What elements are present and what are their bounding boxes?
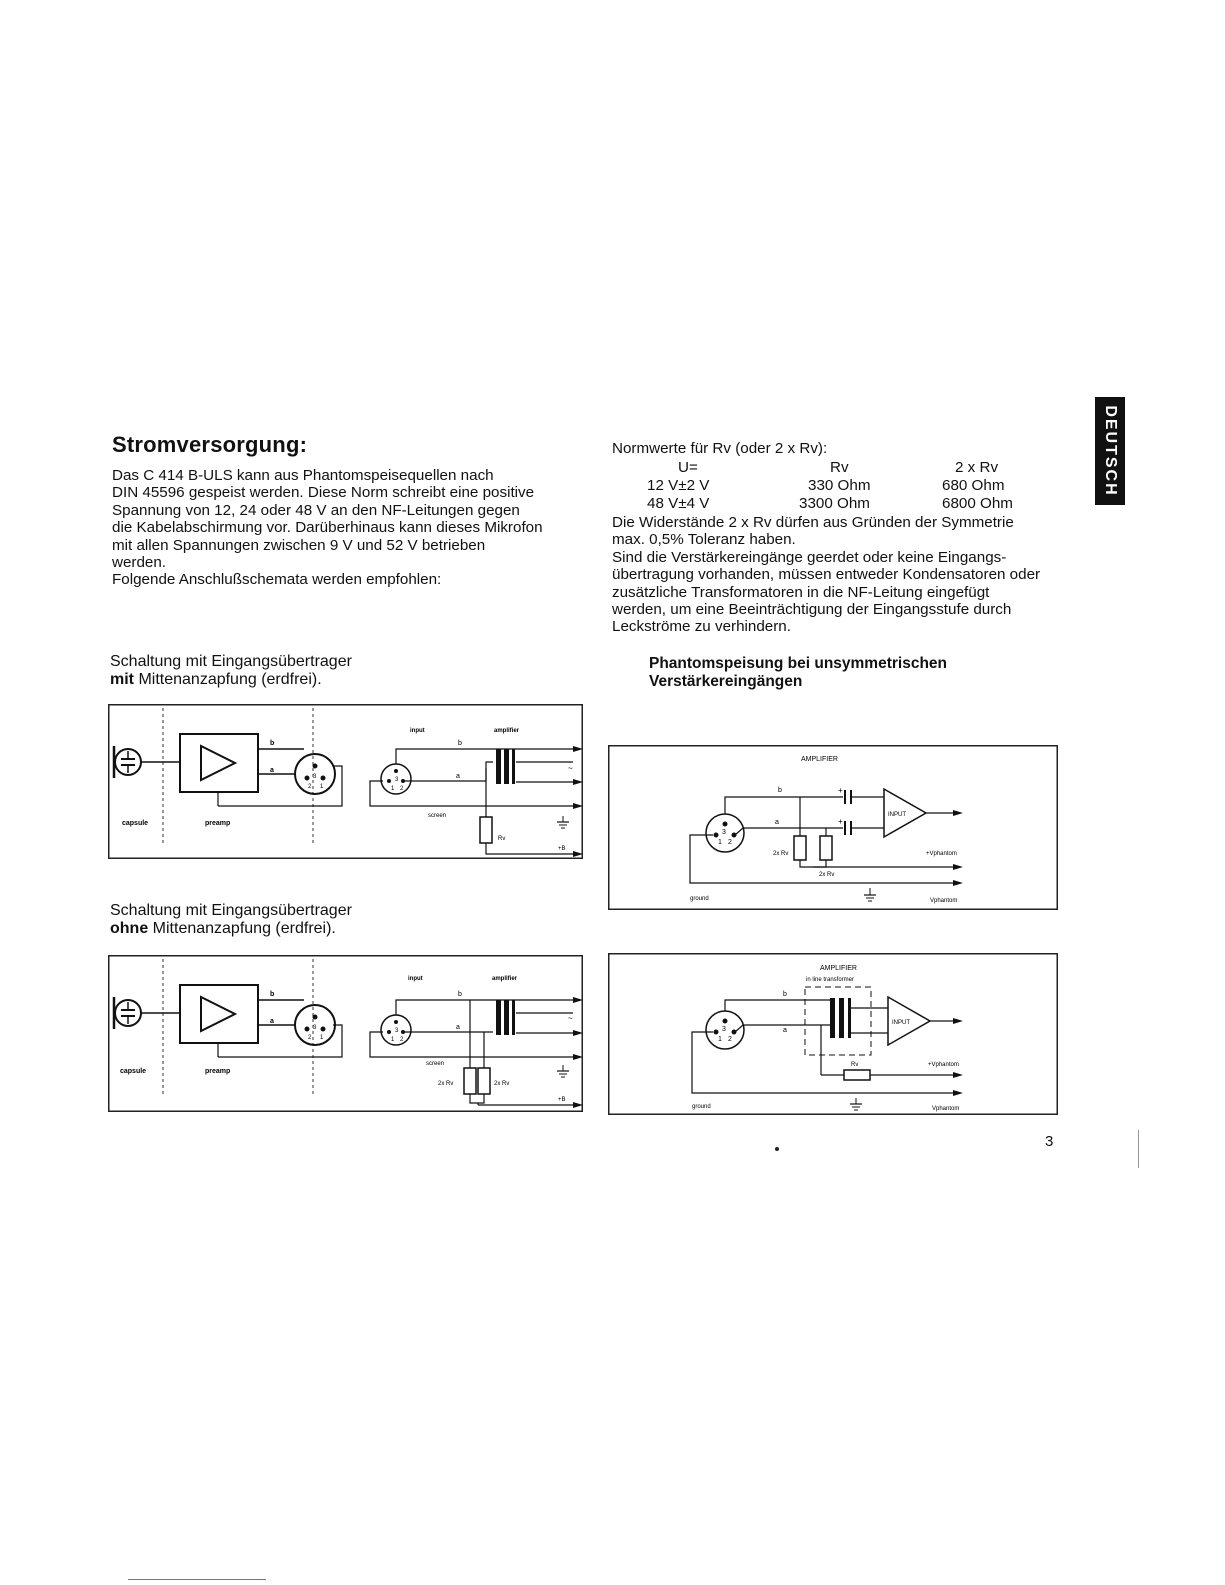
- svg-text:Rv: Rv: [851, 1062, 859, 1068]
- norm-line: werden, um eine Beeinträchtigung der Eingangsstufe durch: [612, 601, 1012, 619]
- schaltung1-bold: mit: [110, 671, 134, 688]
- svg-text:+: +: [838, 817, 843, 826]
- resistor-2rv: [464, 1068, 476, 1094]
- norm-line: Sind die Verstärkereingänge geerdet oder keine Eingangs-: [612, 548, 1007, 566]
- svg-text:2: 2: [308, 1035, 312, 1041]
- svg-text:2x Rv: 2x Rv: [773, 851, 789, 857]
- page-edge-mark: [1138, 1130, 1139, 1168]
- norm-header-row: [612, 459, 1052, 477]
- intro-line: die Kabelabschirmung vor. Darüberhinaus kann dieses Mikrofon: [112, 519, 543, 537]
- svg-text:1: 1: [718, 1036, 722, 1043]
- label-screen: screen: [428, 813, 447, 819]
- intro-line: mit allen Spannungen zwischen 9 V und 52 V betrieben: [112, 536, 486, 554]
- svg-text:ground: ground: [692, 1104, 711, 1110]
- svg-text:+B: +B: [558, 1097, 566, 1103]
- svg-text:a: a: [783, 1027, 787, 1034]
- norm-row: [612, 495, 1052, 513]
- dot-mark: [775, 1147, 779, 1151]
- diagram-without-center-tap: [108, 955, 583, 1112]
- norm-cell: 3300 Ohm: [799, 495, 870, 512]
- label-preamp: preamp: [205, 1068, 231, 1075]
- svg-text:1: 1: [391, 1037, 395, 1043]
- label-b: b: [270, 740, 275, 747]
- svg-text:2: 2: [400, 786, 404, 792]
- label-amplifier: amplifier: [494, 728, 520, 734]
- svg-text:+Vphantom: +Vphantom: [928, 1062, 959, 1068]
- footer-link-line: [128, 1579, 266, 1580]
- transformer-core: [496, 749, 501, 784]
- transformer-core: [496, 1000, 501, 1035]
- transformer-core: [830, 998, 835, 1038]
- norm-cell: 330 Ohm: [808, 477, 871, 494]
- label-in-line-transformer: in line transformer: [806, 977, 855, 983]
- pin-3: 3: [313, 774, 317, 780]
- svg-text:3: 3: [313, 1025, 317, 1031]
- norm-cell: 680 Ohm: [942, 477, 1005, 494]
- norm-line: übertragung vorhanden, müssen entweder Kondensatoren oder: [612, 566, 1041, 584]
- label-ground: ground: [690, 896, 709, 902]
- diagram-unsym-capacitors: [608, 745, 1058, 910]
- label-input: input: [410, 728, 425, 734]
- label-vphantom-plus: +Vphantom: [926, 851, 957, 857]
- svg-text:b: b: [458, 740, 462, 747]
- schaltung1-line1: Schaltung mit Eingangsübertrager: [110, 653, 352, 670]
- preamp-box: [180, 734, 258, 792]
- norm-col-2rv: 2 x Rv: [955, 459, 999, 476]
- intro-line: Spannung von 12, 24 oder 48 V an den NF-Leitungen gegen: [112, 501, 520, 519]
- svg-text:AMPLIFIER: AMPLIFIER: [820, 965, 857, 972]
- transformer-dashed-box: [805, 987, 871, 1055]
- intro-line: DIN 45596 gespeist werden. Diese Norm schreibt eine positive: [112, 484, 535, 502]
- label-plus-b: +B: [558, 846, 566, 852]
- svg-text:1: 1: [320, 1035, 324, 1041]
- svg-text:2x Rv: 2x Rv: [819, 872, 835, 878]
- side-tab-deutsch: [1095, 397, 1125, 505]
- intro-line: werden.: [112, 554, 167, 572]
- norm-line: Die Widerstände 2 x Rv dürfen aus Gründen der Symmetrie: [612, 514, 1014, 531]
- pin-2: 2: [308, 784, 312, 790]
- label-a: a: [270, 767, 274, 774]
- label-vphantom: Vphantom: [930, 898, 958, 904]
- label-2rv: 2x Rv: [494, 1081, 510, 1087]
- norm-row: [612, 477, 1052, 495]
- norm-line: zusätzliche Transformatoren in die NF-Leitung eingefügt: [612, 583, 990, 601]
- svg-text:1: 1: [391, 786, 395, 792]
- svg-text:+: +: [838, 786, 843, 795]
- page-title: Stromversorgung:: [112, 432, 308, 457]
- page-number: 3: [1045, 1133, 1054, 1150]
- label-preamp: preamp: [205, 820, 231, 827]
- svg-text:2: 2: [728, 839, 732, 846]
- svg-text:b: b: [458, 991, 462, 998]
- unsym-heading: [649, 655, 947, 691]
- label-rv: Rv: [498, 836, 506, 842]
- norm-heading: Normwerte für Rv (oder 2 x Rv):: [612, 440, 828, 457]
- svg-text:a: a: [456, 773, 460, 780]
- svg-text:b: b: [778, 787, 782, 794]
- label-amplifier-caps: AMPLIFIER: [801, 756, 838, 763]
- unsym-line1: Phantomspeisung bei unsymmetrischen: [649, 655, 948, 672]
- pin-1: 1: [320, 784, 324, 790]
- resistor-rv: [480, 817, 492, 843]
- svg-text:~: ~: [568, 1014, 573, 1023]
- svg-text:3: 3: [395, 1028, 399, 1034]
- label-screen: screen: [426, 1061, 445, 1067]
- resistor-2rv: [478, 1068, 490, 1094]
- norm-cell: 12 V±2 V: [647, 477, 710, 494]
- side-tab-label: DEUTSCH: [1102, 405, 1119, 497]
- schaltung2-rest: Mittenanzapfung (erdfrei).: [148, 920, 336, 937]
- schaltung1-rest: Mittenanzapfung (erdfrei).: [134, 671, 322, 688]
- intro-paragraph: [112, 467, 543, 589]
- label-capsule: capsule: [120, 1068, 147, 1075]
- diagram-unsym-transformer: [608, 953, 1058, 1115]
- amp-triangle: [201, 746, 235, 780]
- svg-text:a: a: [775, 819, 779, 826]
- intro-line: Folgende Anschlußschemata werden empfohlen:: [112, 571, 442, 589]
- resistor-rv: [844, 1070, 870, 1080]
- label-amplifier: amplifier: [492, 976, 518, 982]
- svg-text:3: 3: [395, 777, 399, 783]
- schaltung2-line1: Schaltung mit Eingangsübertrager: [110, 902, 352, 919]
- label-input: input: [408, 976, 423, 982]
- label-capsule: capsule: [122, 820, 149, 827]
- resistor-2rv: [794, 836, 806, 860]
- label-2rv: 2x Rv: [438, 1081, 454, 1087]
- svg-text:b: b: [783, 991, 787, 998]
- schaltung2-caption: [110, 902, 352, 938]
- norm-table: [612, 459, 1052, 513]
- norm-paragraph: [612, 514, 1040, 636]
- unsym-line2: Verstärkereingängen: [649, 673, 803, 690]
- schaltung2-bold: ohne: [110, 920, 149, 937]
- svg-text:3: 3: [722, 829, 726, 836]
- schaltung1-caption: [110, 653, 352, 689]
- norm-line: Leckströme zu verhindern.: [612, 618, 791, 636]
- amp-triangle: [201, 997, 235, 1031]
- norm-cell: 6800 Ohm: [942, 495, 1013, 512]
- svg-text:2: 2: [400, 1037, 404, 1043]
- norm-col-rv: Rv: [830, 459, 849, 476]
- intro-line: Das C 414 B-ULS kann aus Phantomspeisequellen nach: [112, 467, 494, 484]
- norm-col-u: U=: [678, 459, 698, 476]
- svg-text:INPUT: INPUT: [892, 1020, 910, 1026]
- preamp-box: [180, 985, 258, 1043]
- resistor-2rv: [820, 836, 832, 860]
- label-input-caps: INPUT: [888, 812, 906, 818]
- norm-cell: 48 V±4 V: [647, 495, 710, 512]
- norm-line: max. 0,5% Toleranz haben.: [612, 531, 796, 549]
- svg-text:2: 2: [728, 1036, 732, 1043]
- svg-text:Vphantom: Vphantom: [932, 1106, 960, 1112]
- svg-text:a: a: [456, 1024, 460, 1031]
- label-tilde: ~: [568, 764, 573, 773]
- svg-text:3: 3: [722, 1026, 726, 1033]
- svg-text:b: b: [270, 991, 275, 998]
- diagram-with-center-tap: [108, 704, 583, 859]
- svg-text:1: 1: [718, 839, 722, 846]
- svg-text:a: a: [270, 1018, 274, 1025]
